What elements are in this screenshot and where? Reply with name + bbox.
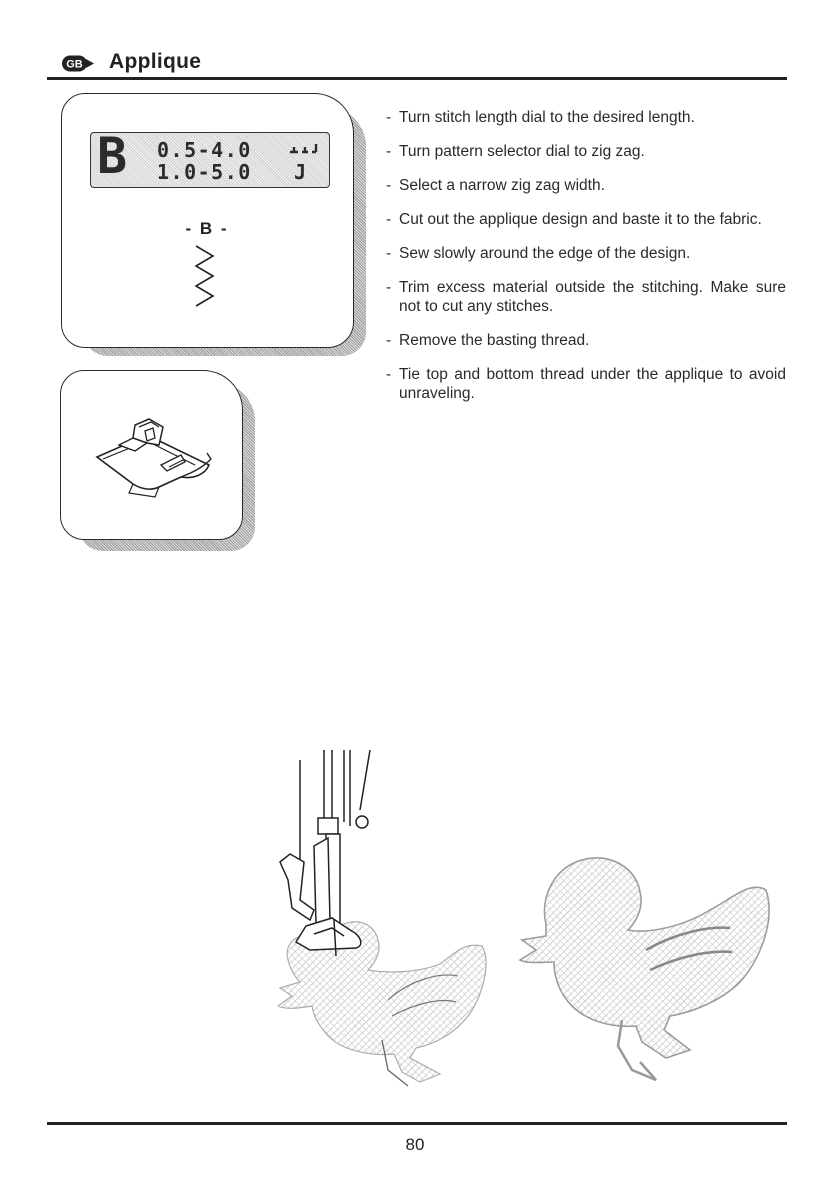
instruction-step: - Tie top and bottom thread under the applique to avoid unraveling. — [386, 365, 786, 403]
presser-foot-panel — [60, 370, 243, 540]
lcd-foot-code: J — [294, 160, 307, 184]
instruction-step: - Remove the basting thread. — [386, 331, 786, 350]
header-divider — [47, 77, 787, 80]
lcd-display — [90, 127, 330, 188]
instruction-step: - Sew slowly around the edge of the design. — [386, 244, 786, 263]
page-number: 80 — [405, 1135, 425, 1154]
instruction-step: - Turn pattern selector dial to zig zag. — [386, 142, 786, 161]
gb-language-icon — [61, 54, 95, 73]
pattern-mode-label: - B - — [185, 219, 229, 238]
lcd-width-range: 1.0-5.0 — [157, 160, 252, 184]
instruction-list — [386, 108, 786, 418]
page-title: Applique — [109, 50, 202, 73]
lcd-pattern-letter: B — [97, 127, 128, 185]
presser-foot-icon — [89, 405, 214, 500]
instruction-step: - Trim excess material outside the stitching. Make sure not to cut any stitches. — [386, 278, 786, 316]
page-header — [47, 52, 787, 78]
instruction-step: - Select a narrow zig zag width. — [386, 176, 786, 195]
instruction-step: - Cut out the applique design and baste it to the fabric. — [386, 210, 786, 229]
footer-divider — [47, 1122, 787, 1125]
lcd-panel — [61, 93, 354, 348]
gb-badge-text: GB — [66, 58, 83, 71]
instruction-step: - Turn stitch length dial to the desired length. — [386, 108, 786, 127]
stitch-symbol-icon — [288, 142, 318, 156]
finished-applique-duck — [520, 858, 769, 1080]
zigzag-stitch-icon — [194, 244, 216, 314]
lcd-length-range: 0.5-4.0 — [157, 138, 252, 162]
applique-illustration — [270, 750, 780, 1110]
